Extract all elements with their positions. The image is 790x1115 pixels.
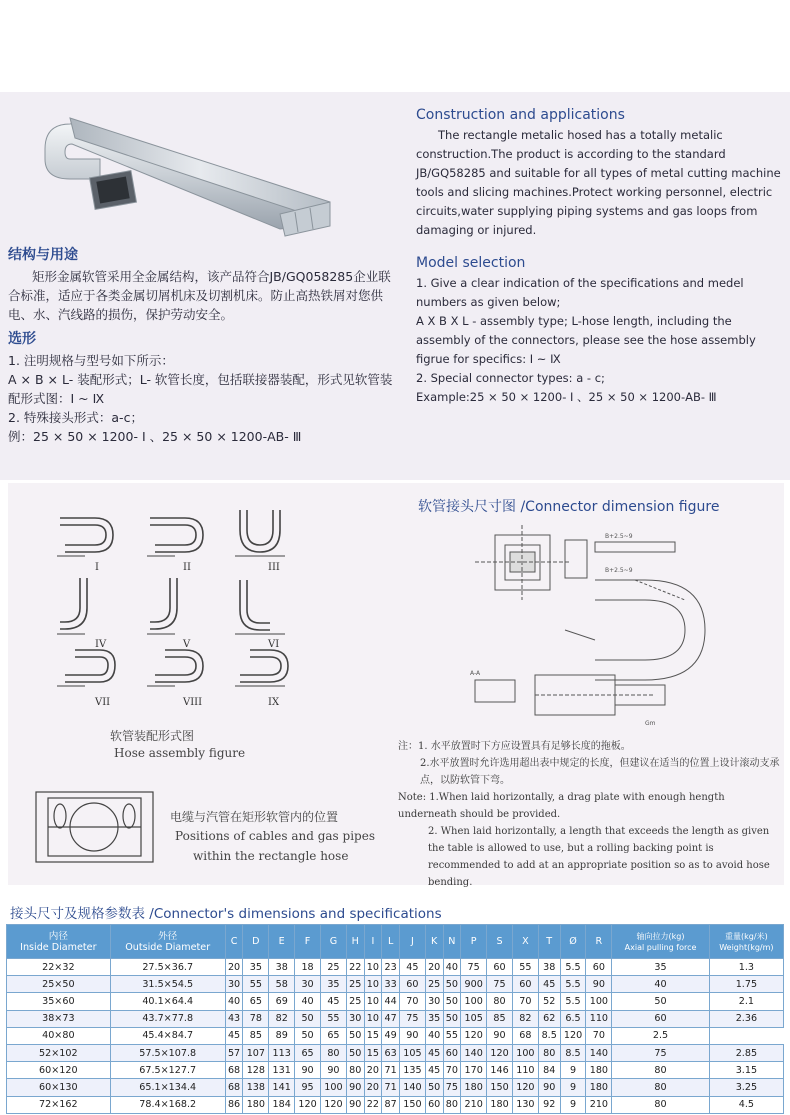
table-cell: 80	[612, 1079, 709, 1096]
table-cell: 900	[461, 976, 487, 993]
table-cell: 60	[425, 1096, 443, 1113]
table-cell: 67.5×127.7	[110, 1062, 225, 1079]
en-paragraph: The rectangle metalic hosed has a totally metalic construction.The product is according to the standard JB/GQ58285 and suitable for all types of metal cutting machine tools and slicing machines.Protect working personnel, electric circuits,water supplying piping systems and gas loops from damaging or injured.	[416, 128, 781, 237]
table-cell: 90	[538, 1079, 560, 1096]
table-cell: 90	[399, 1027, 425, 1044]
table-cell: 5.5	[560, 993, 586, 1010]
table-cell: 80	[612, 1096, 709, 1113]
table-cell: 40	[425, 1027, 443, 1044]
table-cell: 45	[425, 1062, 443, 1079]
table-row	[7, 1010, 784, 1027]
table-row	[7, 1096, 784, 1113]
table-cell: 31.5×54.5	[110, 976, 225, 993]
table-cell: 25	[346, 993, 364, 1010]
table-cell: 30	[346, 1010, 364, 1027]
note-en-2: 2. When laid horizontally, a length that exceeds the length as given the table is allowed to use, but a rolling backing point is recommended to add at an appropriate position so as to avoid hose bending.	[428, 826, 770, 888]
cn-line: 2. 特殊接头形式：a-c；	[8, 410, 143, 425]
table-cell: 45	[538, 976, 560, 993]
table-cell: 100	[461, 993, 487, 1010]
cn-paragraph: 矩形金属软管采用全金属结构，该产品符合JB/GQ058285企业联合标准，适应于各类金属切屑机床及切割机床。防止高热铁屑对您供电、水、汽线路的损伤，保护劳动安全。	[8, 269, 391, 322]
table-cell: 90	[487, 1027, 513, 1044]
table-cell: 50	[425, 1079, 443, 1096]
table-cell: 180	[586, 1079, 612, 1096]
table-cell: 71	[382, 1062, 400, 1079]
header-en: Outside Diameter	[125, 941, 211, 953]
table-cell: 71	[382, 1079, 400, 1096]
assembly-label: V	[183, 639, 191, 650]
table-cell: 120	[295, 1096, 321, 1113]
assembly-label: III	[268, 562, 280, 573]
table-cell: 107	[243, 1044, 269, 1061]
table-cell: 80	[487, 993, 513, 1010]
table-cell: 50	[295, 1027, 321, 1044]
table-cell: 43.7×77.8	[110, 1010, 225, 1027]
header-cn: 轴向拉力(kg)	[636, 931, 685, 941]
cn-line: 1. 注明规格与型号如下所示：	[8, 353, 174, 368]
table-cell: 55	[321, 1010, 347, 1027]
table-header: L	[382, 925, 400, 959]
table-header: C	[225, 925, 243, 959]
table-cell: 90	[346, 1079, 364, 1096]
table-cell: 2.5	[612, 1027, 709, 1044]
table-cell: 68	[225, 1062, 243, 1079]
cn-heading-model: 选形	[8, 331, 36, 347]
header-cn: 外径	[158, 930, 178, 942]
table-cell: 90	[586, 976, 612, 993]
svg-text:A-A: A-A	[470, 670, 481, 677]
table-cell: 113	[269, 1044, 295, 1061]
table-cell: 87	[382, 1096, 400, 1113]
assembly-label: VI	[268, 639, 280, 650]
assembly-label: VII	[95, 697, 111, 708]
table-cell: 22	[346, 959, 364, 976]
table-cell: 8.5	[560, 1044, 586, 1061]
position-caption-en-1: Positions of cables and gas pipes	[175, 829, 375, 843]
table-cell: 38	[538, 959, 560, 976]
table-cell: 38	[269, 959, 295, 976]
table-header: H	[346, 925, 364, 959]
table-cell: 20	[364, 1062, 382, 1079]
table-row	[7, 1079, 784, 1096]
table-cell: 22	[364, 1096, 382, 1113]
table-cell: 45	[225, 1027, 243, 1044]
table-header: F	[295, 925, 321, 959]
table-cell: 95	[295, 1079, 321, 1096]
table-header	[612, 925, 709, 959]
table-cell: 20	[425, 959, 443, 976]
table-cell: 50	[612, 993, 709, 1010]
table-cell: 110	[512, 1062, 538, 1079]
spec-table-title: 接头尺寸及规格参数表 /Connector's dimensions and specifications	[10, 906, 442, 922]
header-cn: 重量(kg/米)	[725, 931, 768, 941]
table-cell: 120	[512, 1079, 538, 1096]
table-header: X	[512, 925, 538, 959]
hose-assembly-figure	[55, 490, 335, 720]
chinese-description	[8, 246, 393, 446]
table-cell: 120	[321, 1096, 347, 1113]
table-cell: 43	[225, 1010, 243, 1027]
table-cell: 2.36	[709, 1010, 783, 1027]
table-cell: 40	[225, 993, 243, 1010]
svg-text:B+2.5~9: B+2.5~9	[605, 567, 633, 574]
table-cell: 15	[364, 1044, 382, 1061]
spec-table	[6, 924, 784, 1114]
table-row	[7, 993, 784, 1010]
table-cell: 35×60	[7, 993, 111, 1010]
table-cell: 130	[512, 1096, 538, 1113]
table-cell: 90	[321, 1062, 347, 1079]
table-cell: 60×120	[7, 1062, 111, 1079]
table-cell: 80	[321, 1044, 347, 1061]
table-header: Ø	[560, 925, 586, 959]
table-cell: 45	[399, 959, 425, 976]
table-cell: 4.5	[709, 1096, 783, 1113]
table-cell: 85	[243, 1027, 269, 1044]
installation-notes	[398, 738, 783, 891]
english-description	[416, 106, 786, 407]
table-cell: 10	[364, 959, 382, 976]
table-cell: 6.5	[560, 1010, 586, 1027]
table-cell: 60×130	[7, 1079, 111, 1096]
en-line: A X B X L - assembly type; L-hose length, including the assembly of the connectors, please see the hose assembly figrue for specifics: Ⅰ ~ Ⅸ	[416, 314, 756, 366]
table-cell: 45.4×84.7	[110, 1027, 225, 1044]
table-cell: 120	[560, 1027, 586, 1044]
table-cell: 105	[461, 1010, 487, 1027]
assembly-label: I	[95, 562, 99, 573]
table-cell: 50	[346, 1044, 364, 1061]
table-cell: 50	[346, 1027, 364, 1044]
table-header: S	[487, 925, 513, 959]
en-line: Example:25 × 50 × 1200- Ⅰ 、25 × 50 × 1200-AB- Ⅲ	[416, 390, 717, 404]
table-cell: 68	[225, 1079, 243, 1096]
table-cell: 140	[399, 1079, 425, 1096]
table-cell: 63	[382, 1044, 400, 1061]
table-cell: 22×32	[7, 959, 111, 976]
table-cell: 5.5	[560, 959, 586, 976]
table-cell: 52×102	[7, 1044, 111, 1061]
table-cell: 180	[461, 1079, 487, 1096]
table-cell: 20	[364, 1079, 382, 1096]
table-row	[7, 959, 784, 976]
table-cell: 120	[461, 1027, 487, 1044]
table-cell: 150	[399, 1096, 425, 1113]
header-en: Axial pulling force	[624, 942, 697, 952]
table-cell: 141	[269, 1079, 295, 1096]
table-cell: 57.5×107.8	[110, 1044, 225, 1061]
table-cell: 47	[382, 1010, 400, 1027]
table-cell: 75	[487, 976, 513, 993]
table-cell: 10	[364, 1010, 382, 1027]
table-cell: 65	[321, 1027, 347, 1044]
table-header: D	[243, 925, 269, 959]
table-cell: 70	[399, 993, 425, 1010]
table-cell: 82	[269, 1010, 295, 1027]
table-cell: 9	[560, 1079, 586, 1096]
table-cell: 23	[382, 959, 400, 976]
table-cell: 128	[243, 1062, 269, 1079]
table-cell: 45	[425, 1044, 443, 1061]
table-cell: 55	[512, 959, 538, 976]
table-header: E	[269, 925, 295, 959]
table-cell: 55	[443, 1027, 461, 1044]
table-cell: 8.5	[538, 1027, 560, 1044]
table-cell: 100	[512, 1044, 538, 1061]
table-cell: 2.1	[709, 993, 783, 1010]
table-cell: 35	[243, 959, 269, 976]
table-cell: 50	[443, 1010, 461, 1027]
table-cell: 140	[461, 1044, 487, 1061]
table-cell: 68	[512, 1027, 538, 1044]
table-cell: 75	[612, 1044, 709, 1061]
table-cell: 120	[487, 1044, 513, 1061]
en-line: 2. Special connector types: a - c;	[416, 371, 605, 385]
assembly-label: IV	[95, 639, 107, 650]
table-cell: 78.4×168.2	[110, 1096, 225, 1113]
table-cell: 84	[538, 1062, 560, 1079]
connector-figure-title: 软管接头尺寸图 /Connector dimension figure	[418, 499, 720, 515]
table-cell: 38×73	[7, 1010, 111, 1027]
header-en: Inside Diameter	[20, 941, 97, 953]
table-cell: 80	[346, 1062, 364, 1079]
table-row	[7, 976, 784, 993]
table-header: N	[443, 925, 461, 959]
table-header: G	[321, 925, 347, 959]
table-header: J	[399, 925, 425, 959]
table-cell: 25	[425, 976, 443, 993]
table-cell: 50	[443, 993, 461, 1010]
table-cell: 65	[243, 993, 269, 1010]
table-cell: 57	[225, 1044, 243, 1061]
table-cell: 3.15	[709, 1062, 783, 1079]
table-cell: 40	[295, 993, 321, 1010]
header-cn: 内径	[48, 930, 68, 942]
table-cell: 9	[560, 1096, 586, 1113]
table-cell: 146	[487, 1062, 513, 1079]
assembly-label: VIII	[183, 697, 203, 708]
en-heading-model: Model selection	[416, 255, 526, 271]
note-en-1: Note: 1.When laid horizontally, a drag plate with enough hength underneath should be provided.	[398, 792, 725, 820]
table-cell: 9	[560, 1062, 586, 1079]
table-cell: 60	[586, 959, 612, 976]
en-heading-construction: Construction and applications	[416, 107, 625, 123]
table-cell: 180	[243, 1096, 269, 1113]
table-cell: 3.25	[709, 1079, 783, 1096]
table-cell: 70	[586, 1027, 612, 1044]
table-cell: 140	[586, 1044, 612, 1061]
table-cell: 33	[382, 976, 400, 993]
table-cell: 25	[346, 976, 364, 993]
table-cell: 180	[586, 1062, 612, 1079]
table-cell: 44	[382, 993, 400, 1010]
table-cell: 90	[346, 1096, 364, 1113]
table-cell: 210	[461, 1096, 487, 1113]
table-header: T	[538, 925, 560, 959]
table-cell: 75	[461, 959, 487, 976]
table-cell: 72×162	[7, 1096, 111, 1113]
table-cell: 75	[399, 1010, 425, 1027]
table-cell: 30	[295, 976, 321, 993]
table-cell: 40	[612, 976, 709, 993]
table-cell: 10	[364, 993, 382, 1010]
table-cell: 90	[295, 1062, 321, 1079]
table-row	[7, 1044, 784, 1061]
table-cell: 150	[487, 1079, 513, 1096]
table-header: K	[425, 925, 443, 959]
table-cell: 82	[512, 1010, 538, 1027]
table-cell: 80	[443, 1096, 461, 1113]
table-cell: 75	[443, 1079, 461, 1096]
rectangle-hose-photo	[30, 104, 350, 254]
table-cell: 2.85	[709, 1044, 783, 1061]
cn-heading-construction: 结构与用途	[8, 247, 78, 263]
table-header: I	[364, 925, 382, 959]
table-cell: 10	[364, 976, 382, 993]
table-cell: 20	[225, 959, 243, 976]
table-cell: 15	[364, 1027, 382, 1044]
table-cell: 60	[443, 1044, 461, 1061]
table-header: R	[586, 925, 612, 959]
table-cell: 40×80	[7, 1027, 111, 1044]
table-header	[110, 925, 225, 959]
table-cell: 40	[443, 959, 461, 976]
svg-text:B+2.5~9: B+2.5~9	[605, 533, 633, 540]
table-header	[7, 925, 111, 959]
table-cell: 30	[225, 976, 243, 993]
table-row	[7, 1027, 784, 1044]
note-cn-2: 2.水平放置时允许选用超出表中规定的长度，但建议在适当的位置上设计滚动支承点，以防软管下弯。	[420, 758, 780, 786]
table-cell: 49	[382, 1027, 400, 1044]
table-header	[709, 925, 783, 959]
table-cell: 25	[321, 959, 347, 976]
table-cell: 55	[243, 976, 269, 993]
table-cell: 35	[321, 976, 347, 993]
table-cell: 35	[425, 1010, 443, 1027]
cn-line: A × B × L- 装配形式；L- 软管长度，包括联接器装配，形式见软管装配形式图：Ⅰ ~ Ⅸ	[8, 372, 393, 406]
table-cell: 50	[295, 1010, 321, 1027]
hose-cross-section-figure	[32, 786, 157, 868]
table-cell: 85	[487, 1010, 513, 1027]
table-cell: 30	[425, 993, 443, 1010]
position-caption-cn: 电缆与汽管在矩形软管内的位置	[170, 810, 339, 824]
table-cell: 45	[321, 993, 347, 1010]
table-cell: 105	[399, 1044, 425, 1061]
table-cell: 60	[487, 959, 513, 976]
table-cell: 92	[538, 1096, 560, 1113]
table-cell: 52	[538, 993, 560, 1010]
table-cell: 58	[269, 976, 295, 993]
table-cell: 40.1×64.4	[110, 993, 225, 1010]
table-cell: 135	[399, 1062, 425, 1079]
table-cell: 60	[612, 1010, 709, 1027]
table-cell: 180	[487, 1096, 513, 1113]
cn-line: 例：25 × 50 × 1200- Ⅰ 、25 × 50 × 1200-AB- Ⅲ	[8, 429, 302, 444]
table-cell: 60	[399, 976, 425, 993]
table-cell: 110	[586, 1010, 612, 1027]
table-cell: 86	[225, 1096, 243, 1113]
table-cell: 65.1×134.4	[110, 1079, 225, 1096]
svg-text:Gm: Gm	[645, 720, 656, 727]
table-cell: 69	[269, 993, 295, 1010]
assembly-caption-cn: 软管装配形式图	[110, 729, 195, 743]
en-line: 1. Give a clear indication of the specifications and medel numbers as given below;	[416, 276, 744, 309]
table-cell: 170	[461, 1062, 487, 1079]
table-cell: 100	[586, 993, 612, 1010]
table-cell: 80	[538, 1044, 560, 1061]
table-cell: 65	[295, 1044, 321, 1061]
table-cell: 131	[269, 1062, 295, 1079]
table-cell: 5.5	[560, 976, 586, 993]
table-cell: 60	[512, 976, 538, 993]
table-cell: 138	[243, 1079, 269, 1096]
table-cell: 27.5×36.7	[110, 959, 225, 976]
table-cell: 25×50	[7, 976, 111, 993]
table-row	[7, 1062, 784, 1079]
table-cell: 1.75	[709, 976, 783, 993]
table-header: P	[461, 925, 487, 959]
table-cell: 35	[612, 959, 709, 976]
table-cell: 78	[243, 1010, 269, 1027]
table-cell: 1.3	[709, 959, 783, 976]
table-cell: 80	[612, 1062, 709, 1079]
table-cell: 70	[443, 1062, 461, 1079]
table-cell: 210	[586, 1096, 612, 1113]
position-caption-en-2: within the rectangle hose	[193, 849, 349, 863]
header-en: Weight(kg/m)	[719, 942, 774, 952]
assembly-label: IX	[268, 697, 280, 708]
table-cell: 184	[269, 1096, 295, 1113]
table-cell: 100	[321, 1079, 347, 1096]
assembly-label: II	[183, 562, 191, 573]
table-cell: 70	[512, 993, 538, 1010]
table-cell: 50	[443, 976, 461, 993]
assembly-caption-en: Hose assembly figure	[114, 746, 246, 760]
table-cell: 89	[269, 1027, 295, 1044]
table-cell: 62	[538, 1010, 560, 1027]
table-cell: 18	[295, 959, 321, 976]
note-cn-1: 注：1. 水平放置时下方应设置具有足够长度的拖板。	[398, 741, 631, 752]
connector-dimension-drawing	[455, 520, 755, 740]
